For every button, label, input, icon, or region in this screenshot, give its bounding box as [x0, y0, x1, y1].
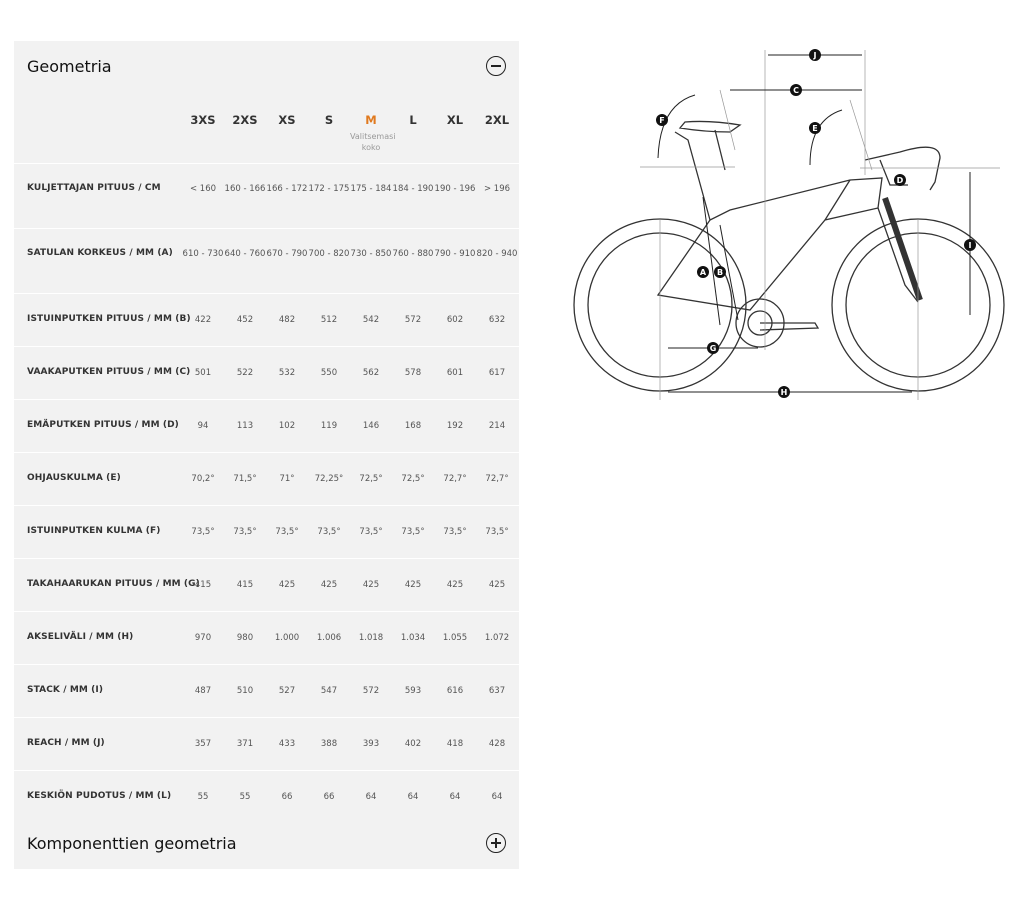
row-label: ISTUINPUTKEN KULMA (F) — [27, 526, 161, 536]
table-cell: 55 — [239, 792, 251, 802]
table-cell: 425 — [488, 580, 506, 590]
table-cell: 593 — [404, 686, 422, 696]
row-label: SATULAN KORKEUS / MM (A) — [27, 248, 173, 258]
table-row — [14, 559, 519, 612]
table-cell: 452 — [236, 315, 254, 325]
table-cell: 433 — [278, 739, 296, 749]
table-cell: 371 — [236, 739, 254, 749]
size-label: L — [409, 113, 417, 127]
table-cell: 1.055 — [442, 633, 468, 643]
row-label: EMÄPUTKEN PITUUS / MM (D) — [27, 420, 179, 430]
svg-text:B: B — [716, 268, 724, 277]
marker-e — [809, 122, 821, 134]
table-row — [14, 612, 519, 665]
geometry-table — [14, 164, 519, 824]
table-row — [14, 771, 519, 824]
table-cell: 64 — [407, 792, 419, 802]
table-cell: 184 - 190 — [392, 184, 434, 194]
table-cell: 64 — [365, 792, 377, 802]
size-label: M — [365, 113, 377, 127]
size-label: XL — [446, 113, 464, 127]
svg-text:D: D — [896, 176, 904, 185]
size-column-2xl[interactable] — [476, 113, 518, 127]
table-cell: 425 — [404, 580, 422, 590]
table-cell: 640 - 760 — [224, 249, 266, 259]
marker-j — [809, 49, 821, 61]
table-cell: 637 — [488, 686, 506, 696]
table-row — [14, 347, 519, 400]
size-column-xl[interactable] — [434, 113, 476, 127]
table-cell: 72,5° — [359, 474, 383, 484]
table-cell: 425 — [320, 580, 338, 590]
marker-d — [894, 174, 906, 186]
table-cell: 166 - 172 — [266, 184, 308, 194]
table-cell: 510 — [236, 686, 254, 696]
svg-text:G: G — [709, 344, 717, 353]
table-row — [14, 229, 519, 294]
table-cell: 73,5° — [359, 527, 383, 537]
table-cell: 578 — [404, 368, 422, 378]
table-cell: 617 — [488, 368, 506, 378]
table-cell: > 196 — [483, 184, 511, 194]
svg-text:H: H — [780, 388, 788, 397]
svg-text:I: I — [968, 241, 972, 250]
svg-text:J: J — [813, 51, 817, 60]
table-cell: 547 — [320, 686, 338, 696]
size-column-3xs[interactable] — [182, 113, 224, 127]
marker-b — [714, 266, 726, 278]
table-cell: 790 - 910 — [434, 249, 476, 259]
marker-i — [964, 239, 976, 251]
frame — [658, 121, 940, 310]
table-row — [14, 665, 519, 718]
table-cell: 532 — [278, 368, 296, 378]
row-label: KESKIÖN PUDOTUS / MM (L) — [27, 791, 172, 801]
row-label: AKSELIVÄLI / MM (H) — [27, 632, 134, 642]
size-label: S — [324, 113, 334, 127]
table-cell: 113 — [236, 421, 254, 431]
table-cell: 73,5° — [317, 527, 341, 537]
table-cell: 388 — [320, 739, 338, 749]
row-label: KULJETTAJAN PITUUS / CM — [27, 183, 161, 193]
table-cell: 425 — [278, 580, 296, 590]
size-column-s[interactable] — [308, 113, 350, 127]
table-cell: 192 — [446, 421, 464, 431]
table-cell: 1.034 — [400, 633, 426, 643]
table-cell: 73,5° — [275, 527, 299, 537]
geometry-header[interactable] — [14, 41, 519, 93]
table-cell: 700 - 820 — [308, 249, 350, 259]
svg-text:E: E — [812, 124, 818, 133]
table-cell: 55 — [197, 792, 209, 802]
dimension-markers — [656, 49, 976, 398]
table-cell: < 160 — [189, 184, 217, 194]
table-cell: 160 - 166 — [224, 184, 266, 194]
table-cell: 512 — [320, 315, 338, 325]
table-cell: 980 — [236, 633, 254, 643]
table-cell: 146 — [362, 421, 380, 431]
size-column-2xs[interactable] — [224, 113, 266, 127]
table-cell: 72,7° — [443, 474, 467, 484]
marker-a — [697, 266, 709, 278]
table-cell: 415 — [194, 580, 212, 590]
table-cell: 527 — [278, 686, 296, 696]
row-label: TAKAHAARUKAN PITUUS / MM (G) — [27, 579, 200, 589]
table-cell: 175 - 184 — [350, 184, 392, 194]
geometry-title: Geometria — [27, 57, 112, 76]
svg-text:F: F — [659, 116, 665, 125]
table-cell: 425 — [362, 580, 380, 590]
table-cell: 550 — [320, 368, 338, 378]
table-row — [14, 453, 519, 506]
table-cell: 1.072 — [484, 633, 510, 643]
table-cell: 562 — [362, 368, 380, 378]
table-cell: 72,25° — [314, 474, 344, 484]
table-cell: 418 — [446, 739, 464, 749]
table-cell: 670 - 790 — [266, 249, 308, 259]
table-cell: 610 - 730 — [182, 249, 224, 259]
size-column-m[interactable] — [350, 113, 396, 153]
table-cell: 602 — [446, 315, 464, 325]
marker-c — [790, 84, 802, 96]
row-label: VAAKAPUTKEN PITUUS / MM (C) — [27, 367, 191, 377]
bike-geometry-diagram — [560, 40, 1010, 410]
row-label: STACK / MM (I) — [27, 685, 104, 695]
table-row — [14, 400, 519, 453]
svg-text:C: C — [793, 86, 799, 95]
table-cell: 70,2° — [191, 474, 215, 484]
plus-circle-icon[interactable] — [486, 833, 506, 853]
row-label: OHJAUSKULMA (E) — [27, 473, 121, 483]
table-cell: 102 — [278, 421, 296, 431]
size-label: 2XL — [484, 113, 510, 127]
table-cell: 172 - 175 — [308, 184, 350, 194]
table-cell: 616 — [446, 686, 464, 696]
table-row — [14, 718, 519, 771]
table-cell: 66 — [323, 792, 335, 802]
table-cell: 760 - 880 — [392, 249, 434, 259]
table-cell: 119 — [320, 421, 338, 431]
marker-f — [656, 114, 668, 126]
table-cell: 66 — [281, 792, 293, 802]
table-cell: 428 — [488, 739, 506, 749]
size-header-row — [14, 93, 519, 164]
table-cell: 168 — [404, 421, 422, 431]
table-cell: 214 — [488, 421, 506, 431]
table-cell: 1.006 — [316, 633, 342, 643]
table-cell: 970 — [194, 633, 212, 643]
table-cell: 422 — [194, 315, 212, 325]
table-cell: 542 — [362, 315, 380, 325]
table-cell: 601 — [446, 368, 464, 378]
table-cell: 94 — [197, 421, 209, 431]
table-cell: 357 — [194, 739, 212, 749]
dimension-arrows — [658, 55, 970, 392]
table-cell: 501 — [194, 368, 212, 378]
table-cell: 73,5° — [485, 527, 509, 537]
table-cell: 632 — [488, 315, 506, 325]
table-cell: 482 — [278, 315, 296, 325]
table-cell: 572 — [404, 315, 422, 325]
table-row — [14, 506, 519, 559]
row-label: REACH / MM (J) — [27, 738, 105, 748]
table-cell: 64 — [449, 792, 461, 802]
table-cell: 393 — [362, 739, 380, 749]
minus-circle-icon[interactable] — [486, 56, 506, 76]
crankset — [736, 299, 818, 347]
table-cell: 572 — [362, 686, 380, 696]
table-row — [14, 294, 519, 347]
table-cell: 73,5° — [443, 527, 467, 537]
table-cell: 64 — [491, 792, 503, 802]
table-cell: 1.018 — [358, 633, 384, 643]
svg-text:A: A — [699, 268, 707, 277]
table-cell: 73,5° — [233, 527, 257, 537]
components-panel[interactable] — [14, 818, 519, 869]
table-cell: 190 - 196 — [434, 184, 476, 194]
table-cell: 415 — [236, 580, 254, 590]
table-cell: 72,7° — [485, 474, 509, 484]
table-cell: 820 - 940 — [476, 249, 518, 259]
table-cell: 425 — [446, 580, 464, 590]
size-label: 3XS — [190, 113, 216, 127]
table-cell: 1.000 — [274, 633, 300, 643]
row-label: ISTUINPUTKEN PITUUS / MM (B) — [27, 314, 191, 324]
table-cell: 71° — [279, 474, 295, 484]
marker-h — [778, 386, 790, 398]
table-cell: 730 - 850 — [350, 249, 392, 259]
marker-g — [707, 342, 719, 354]
size-label: 2XS — [232, 113, 258, 127]
size-column-l[interactable] — [392, 113, 434, 127]
size-label: XS — [278, 113, 296, 127]
selected-size-note: Valitsemasi koko — [350, 132, 396, 152]
size-column-xs[interactable] — [266, 113, 308, 127]
table-cell: 73,5° — [401, 527, 425, 537]
table-cell: 72,5° — [401, 474, 425, 484]
table-cell: 71,5° — [233, 474, 257, 484]
table-row — [14, 164, 519, 229]
table-cell: 522 — [236, 368, 254, 378]
table-cell: 73,5° — [191, 527, 215, 537]
geometry-panel — [14, 41, 519, 824]
table-cell: 487 — [194, 686, 212, 696]
table-cell: 402 — [404, 739, 422, 749]
components-title: Komponenttien geometria — [27, 834, 237, 853]
